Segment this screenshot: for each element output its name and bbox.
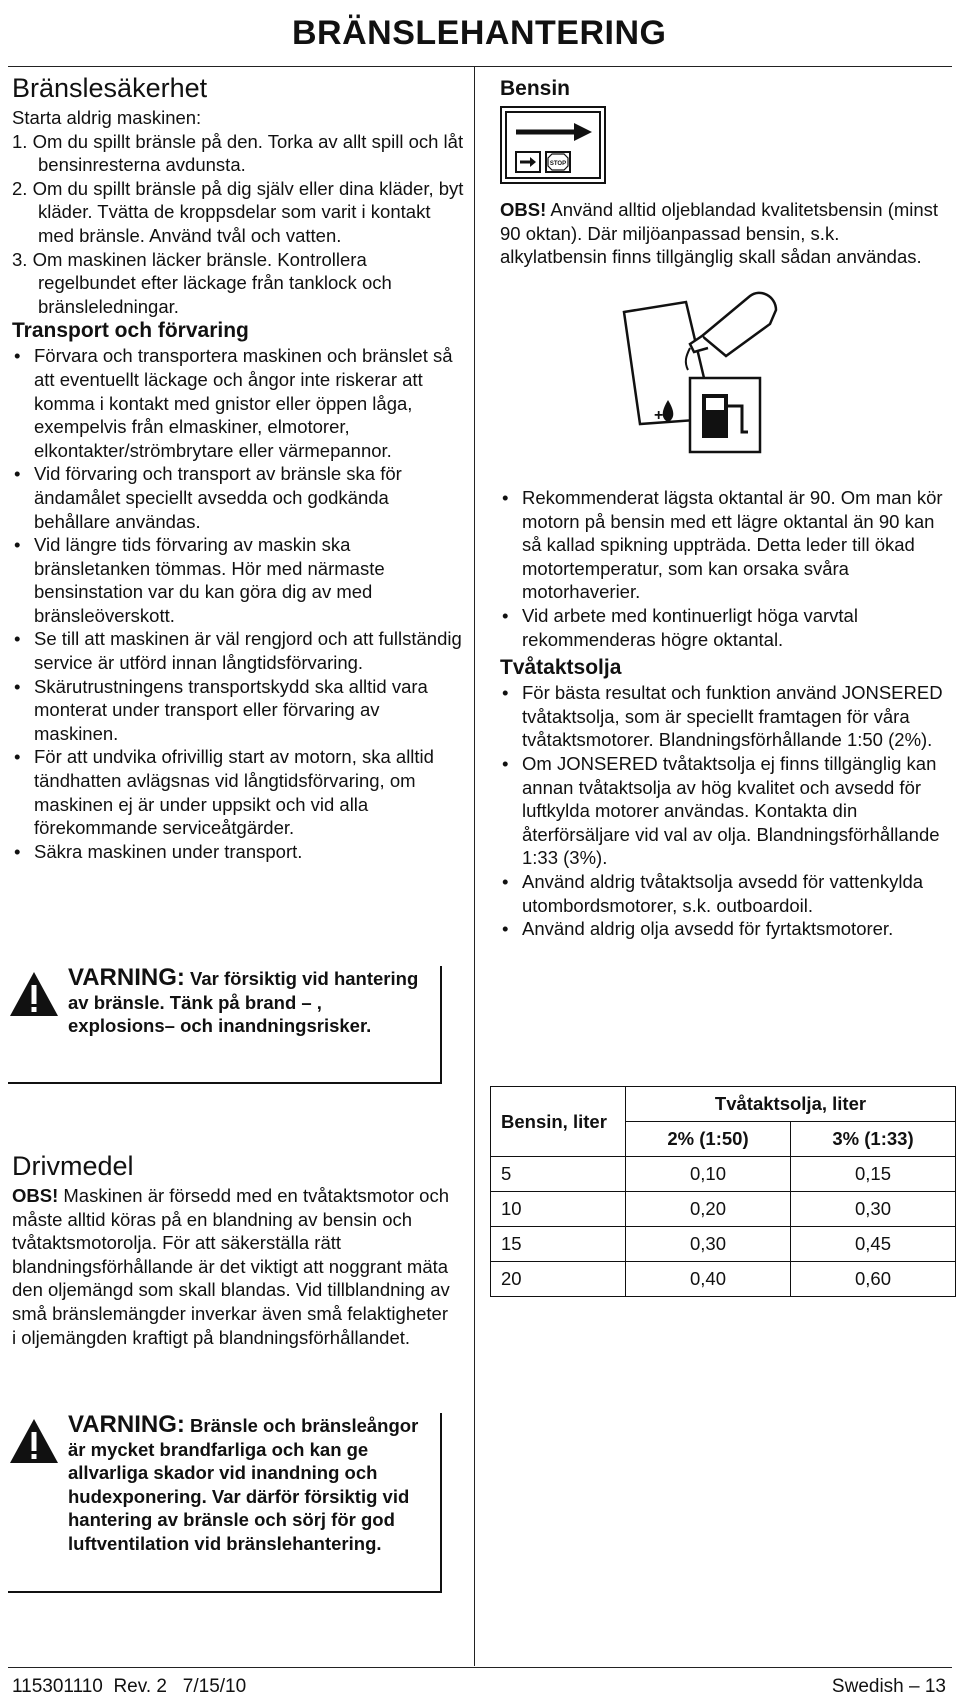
table-header-row — [491, 1087, 956, 1122]
transport-heading: Transport och förvaring — [12, 319, 249, 343]
list-item: • Förvara och transportera maskinen och bränslet så att eventuellt läckage och ångor inte riskerar att komma i kontakt med gnistor eller öppen låga, exempelvis från elmaskiner, elmotorer, elkontakter/strömbrytare eller värmepannor. — [14, 345, 453, 461]
list-item: • Rekommenderat lägsta oktantal är 90. Om man kör motorn på bensin med ett lägre oktantal än 90 kan så kallad spikning uppträda. Detta leder till ökad motortemperatur, som kan orsaka svåra motorhaverier. — [502, 487, 943, 603]
table-subheader-2pct: 2% (1:50) — [626, 1122, 791, 1157]
warning-triangle-icon — [8, 1417, 60, 1465]
table-cell: 0,20 — [626, 1192, 791, 1227]
table-header-bensin: Bensin, liter — [491, 1087, 626, 1157]
transport-list — [12, 344, 464, 863]
bullet-icon: • — [14, 746, 21, 768]
table-cell: 0,10 — [626, 1157, 791, 1192]
bensin-list — [500, 486, 946, 651]
list-item: • Använd aldrig tvåtaktsolja avsedd för vattenkylda utombordsmotorer, s.k. outboardoil. — [502, 870, 924, 916]
page-number: Swedish – 13 — [831, 1676, 946, 1697]
warning-triangle-icon — [8, 970, 60, 1018]
doc-number: 115301110 — [12, 1676, 103, 1697]
list-item: • Se till att maskinen är väl rengjord och att fullständig service är utförd innan långtidsförvaring. — [14, 628, 462, 674]
obs-label: OBS! — [500, 199, 547, 220]
bensin-heading-block — [500, 76, 940, 102]
bensin-obs-block — [500, 198, 940, 269]
warning-box-fuel-handling — [8, 966, 442, 1084]
drivmedel-section — [12, 1150, 450, 1349]
safety-item-1: 1. Om du spillt bränsle på den. Torka av allt spill och låt bensinresterna avdunsta. — [12, 130, 464, 176]
bullet-icon: • — [14, 345, 21, 367]
table-cell: 20 — [491, 1262, 626, 1297]
bullet-icon: • — [502, 752, 509, 774]
table-cell: 0,60 — [791, 1262, 956, 1297]
bullet-icon: • — [14, 675, 21, 697]
bottom-rule — [8, 1667, 952, 1668]
bensin-list-block — [500, 486, 946, 941]
warning-text: Var försiktig vid hantering av bränsle. Tänk på brand – , explosions– och inandningsrisker. — [68, 968, 419, 1037]
bensin-heading: Bensin — [500, 77, 571, 100]
bullet-icon: • — [502, 604, 509, 626]
bullet-icon: • — [502, 487, 509, 508]
table-cell: 0,30 — [626, 1227, 791, 1262]
doc-date: 7/15/10 — [182, 1676, 247, 1697]
list-item: • Vid arbete med kontinuerligt höga varvtal rekommenderas högre oktantal. — [502, 604, 858, 650]
bullet-icon: • — [502, 682, 509, 704]
safety-intro: Starta aldrig maskinen: — [12, 107, 202, 128]
list-item: • Använd aldrig olja avsedd för fyrtaktsmotorer. — [502, 918, 894, 940]
table-cell: 15 — [491, 1227, 626, 1262]
list-item: • För att undvika ofrivillig start av motorn, ska alltid tändhatten avlägsnas vid långtidsförvaring, om maskinen ej är under uppsikt och vid alla förekommande serviceåtgärder. — [14, 746, 434, 839]
table-cell: 0,40 — [626, 1262, 791, 1297]
obs-label: OBS! — [12, 1185, 59, 1206]
mixing-table — [490, 1086, 956, 1297]
warning-text: Bränsle och bränsleångor är mycket brandfarliga och kan ge allvarliga skador vid inandning och hudexponering. Var därför försiktig vid hantering av bränsle och sörj för god luftventilation vid bränslehantering. — [68, 1415, 419, 1554]
warning-label: VARNING: — [68, 1411, 185, 1438]
bullet-icon: • — [14, 840, 21, 862]
table-cell: 0,15 — [791, 1157, 956, 1192]
list-item: • Skärutrustningens transportskydd ska alltid vara monterat under transport eller förvaring av maskinen. — [14, 675, 428, 744]
revision: Rev. 2 — [113, 1676, 167, 1697]
warning-label: VARNING: — [68, 964, 185, 991]
column-divider — [474, 66, 475, 1666]
list-item: • Vid förvaring och transport av bränsle ska för ändamålet speciellt avsedda och godkända behållare användas. — [14, 463, 402, 532]
table-subheader-3pct: 3% (1:33) — [791, 1122, 956, 1157]
table-row — [491, 1227, 956, 1262]
table-row — [491, 1157, 956, 1192]
table-cell: 0,30 — [791, 1192, 956, 1227]
top-rule — [8, 66, 952, 67]
bullet-icon: • — [502, 918, 509, 940]
table-cell: 10 — [491, 1192, 626, 1227]
fuel-pump-sign-icon — [500, 106, 606, 184]
fuel-mixing-illustration-icon — [620, 282, 782, 468]
oil-heading: Tvåtaktsolja — [500, 656, 622, 680]
safety-item-2: 2. Om du spillt bränsle på dig själv eller dina kläder, byt kläder. Tvätta de kroppsdelar som varit i kontakt med bränsle. Använd tvål och vatten. — [12, 177, 464, 246]
bullet-icon: • — [14, 628, 21, 650]
safety-heading: Bränslesäkerhet — [12, 73, 208, 103]
stop-label: STOP — [549, 161, 567, 167]
bullet-icon: • — [14, 463, 21, 485]
page-title: BRÄNSLEHANTERING — [292, 14, 667, 52]
table-row — [491, 1262, 956, 1297]
list-item: • Säkra maskinen under transport. — [14, 840, 303, 862]
footer-doc-info — [12, 1676, 246, 1698]
svg-text:+: + — [654, 407, 664, 424]
list-item: • Om JONSERED tvåtaktsolja ej finns tillgänglig kan annan tvåtaktsolja av hög kvalitet och avsedd för luftkylda motorer användas. Kontakta din återförsäljare vid val av olja. Blandningsförhållande 1:33 (3%). — [502, 752, 940, 869]
safety-item-3: 3. Om maskinen läcker bränsle. Kontrollera regelbundet efter läckage från tanklock och bränsleledningar. — [12, 248, 392, 317]
table-cell: 0,45 — [791, 1227, 956, 1262]
bullet-icon: • — [502, 870, 509, 892]
left-column — [12, 72, 464, 863]
table-cell: 5 — [491, 1157, 626, 1192]
table-header-oil: Tvåtaktsolja, liter — [626, 1087, 956, 1122]
drivmedel-text: OBS! Maskinen är försedd med en tvåtaktsmotor och måste alltid köras på en blandning av bensin och tvåtaktsmotorolja. För att säkerställa rätt blandningsförhållande är det viktigt att noggrant mäta den oljemängd som skall blandas. Vid tillblandning av små bränslemängder inverkar även små felaktigheter i oljemängden kraftigt på blandningsförhållandet. — [12, 1185, 450, 1348]
bensin-text: OBS! Använd alltid oljeblandad kvalitetsbensin (minst 90 oktan). Där miljöanpassad bensin, s.k. alkylatbensin finns tillgänglig skall sådan användas. — [500, 199, 939, 268]
list-item: • Vid längre tids förvaring av maskin ska bränsletanken tömmas. Hör med närmaste bensinstation var du kan göra dig av med bränsleöverskott. — [14, 534, 385, 626]
bullet-icon: • — [14, 534, 21, 556]
warning-box-fuel-vapour — [8, 1413, 442, 1593]
table-row — [491, 1192, 956, 1227]
oil-list — [500, 681, 946, 941]
drivmedel-heading: Drivmedel — [12, 1151, 134, 1181]
list-item: • För bästa resultat och funktion använd JONSERED tvåtaktsolja, som är speciellt framtagen för våra tvåtaktsmotorer. Blandningsförhållande 1:50 (2%). — [502, 682, 943, 751]
